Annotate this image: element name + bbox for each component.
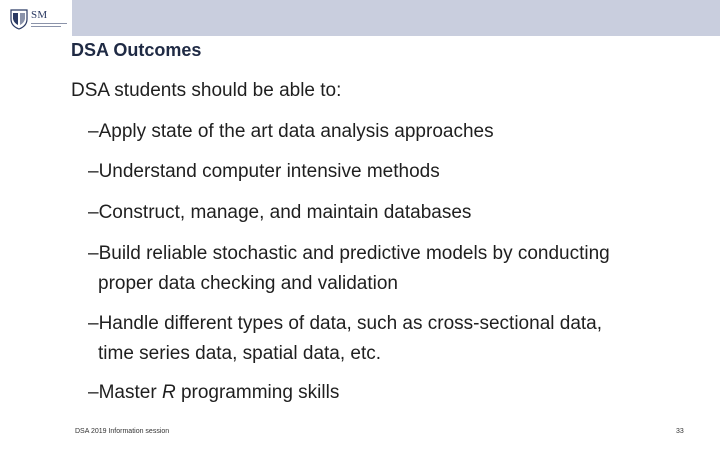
bullet-text-continuation: time series data, spatial data, etc. (98, 343, 382, 364)
bullet-item (88, 309, 602, 369)
bullet-text: programming skills (175, 382, 340, 403)
university-logo (9, 7, 69, 31)
slide-intro: DSA students should be able to: (71, 80, 342, 101)
slide-title: DSA Outcomes (71, 40, 202, 60)
bullet-text: Build reliable stochastic and predictive models by conducting (98, 243, 610, 264)
bullet-item (88, 157, 440, 187)
header-band-fill (72, 0, 720, 36)
logo-text: SM (31, 9, 48, 21)
bullet-item (88, 239, 610, 299)
bullet-dash: – (88, 202, 99, 223)
bullet-item (88, 198, 471, 228)
bullet-dash: – (88, 161, 99, 182)
bullet-text: Understand computer intensive methods (98, 161, 440, 182)
page-number: 33 (676, 428, 684, 435)
bullet-text: Construct, manage, and maintain databases (98, 202, 472, 223)
bullet-text-continuation: proper data checking and validation (98, 273, 398, 294)
bullet-text: Handle different types of data, such as cross-sectional data, (98, 313, 603, 334)
footer-caption: DSA 2019 Information session (75, 428, 170, 435)
header-band (0, 0, 720, 36)
bullet-dash: – (88, 243, 99, 264)
logo-rule (31, 23, 67, 24)
bullet-dash: – (88, 382, 99, 403)
university-shield-icon (9, 8, 29, 30)
bullet-item (88, 117, 494, 147)
bullet-dash: – (88, 121, 99, 142)
bullet-text: Master (98, 382, 162, 403)
bullet-text: Apply state of the art data analysis approaches (98, 121, 494, 142)
bullet-dash: – (88, 313, 99, 334)
bullet-item (88, 378, 339, 408)
logo-wordmark (31, 9, 69, 29)
logo-rule (31, 26, 61, 27)
bullet-text-emphasis: R (161, 382, 176, 403)
